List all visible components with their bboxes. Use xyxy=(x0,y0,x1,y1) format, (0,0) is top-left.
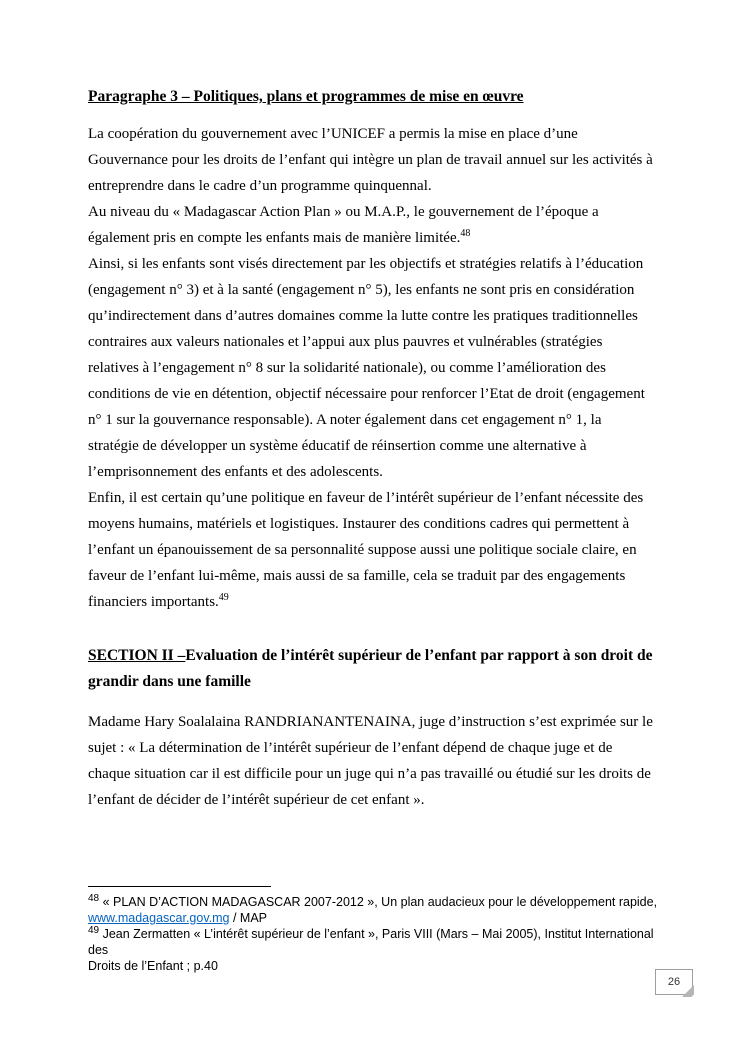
footnote-number: 49 xyxy=(88,924,100,936)
text-line: chaque situation car il est difficile pour un juge qui n’a pas travaillé ou étudié sur les droits de xyxy=(88,766,651,782)
text-line: stratégie de développer un système éducatif de réinsertion comme une alternative à xyxy=(88,438,587,454)
footnotes-area xyxy=(88,886,663,974)
text-line: n° 1 sur la gouvernance responsable). A noter également dans cet engagement n° 1, la xyxy=(88,412,602,428)
footnote-ref: 49 xyxy=(218,592,229,603)
text-line: Ainsi, si les enfants sont visés directement par les objectifs et stratégies relatifs à l’éducation xyxy=(88,256,644,272)
footnote-ref: 48 xyxy=(460,228,471,239)
text-line: La coopération du gouvernement avec l’UNICEF a permis la mise en place d’une xyxy=(88,126,578,142)
text-line: relatives à l’engagement n° 8 sur la solidarité nationale), ou comme l’amélioration des xyxy=(88,360,606,376)
section-2-heading xyxy=(88,643,660,695)
footnote: $^{49}$ Jean Zermatten « L’intérêt supérieur de l’enfant », Paris VIII (Mars – Mai 2005), Institut International des Droits de l’Enfant ; p.40 xyxy=(88,924,654,973)
page-number-badge xyxy=(655,969,693,995)
text-line: qu’indirectement dans d’autres domaines comme la lutte contre les pratiques traditionnelles xyxy=(88,308,638,324)
page-number: 26 xyxy=(667,976,681,988)
text-line: (engagement n° 3) et à la santé (engagement n° 5), les enfants ne sont pris en considération xyxy=(88,282,635,298)
text-line: conditions de vie en détention, objectif nécessaire pour renforcer l’Etat de droit (engagement xyxy=(88,386,645,402)
footnote-link[interactable]: www.madagascar.gov.mg xyxy=(88,911,230,925)
judge-quote-paragraph xyxy=(88,709,660,813)
text-line: moyens humains, matériels et logistiques. Instaurer des conditions cadres qui permettent à xyxy=(88,516,630,532)
paragraph-3-heading: Paragraphe 3 – Politiques, plans et programmes de mise en œuvre xyxy=(88,88,524,105)
folded-corner-icon xyxy=(682,985,694,997)
text-line: financiers importants.$^{49}$ xyxy=(88,592,229,610)
text-line: contraires aux valeurs nationales et l’appui aux plus pauvres et vulnérables (stratégies xyxy=(88,334,603,350)
section-2-heading-rest: Evaluation de l’intérêt supérieur de l’enfant par rapport à son droit de xyxy=(185,647,653,664)
text-line: également pris en compte les enfants mais de manière limitée.$^{48}$ xyxy=(88,228,471,246)
text-line: l’enfant de décider de l’intérêt supérieur de cet enfant ». xyxy=(88,792,425,808)
text-line: sujet : « La détermination de l’intérêt supérieur de l’enfant dépend de chaque juge et de xyxy=(88,740,613,756)
footnotes-list xyxy=(88,894,663,974)
footnote-number: 48 xyxy=(88,892,100,904)
text-line: l’enfant un épanouissement de sa personnalité suppose aussi une politique sociale claire, en xyxy=(88,542,637,558)
text-line: faveur de l’enfant lui-même, mais aussi de sa famille, cela se traduit par des engagements xyxy=(88,568,626,584)
text-line: Madame Hary Soalalaina RANDRIANANTENAINA, juge d’instruction s’est exprimée sur le xyxy=(88,714,653,730)
text-line: Enfin, il est certain qu’une politique en faveur de l’intérêt supérieur de l’enfant nécessite des xyxy=(88,490,644,506)
footnote: $^{48}$ « PLAN D’ACTION MADAGASCAR 2007-2012 », Un plan audacieux pour le développement rapide, www.madagascar.gov.mg / MAP xyxy=(88,892,658,925)
footnote-separator xyxy=(88,886,271,887)
section-2-heading-line2: grandir dans une famille xyxy=(88,673,251,690)
text-line: Au niveau du « Madagascar Action Plan » ou M.A.P., le gouvernement de l’époque a xyxy=(88,204,599,220)
text-line: l’emprisonnement des enfants et des adolescents. xyxy=(88,464,383,480)
text-line: Gouvernance pour les droits de l’enfant qui intègre un plan de travail annuel sur les activités à xyxy=(88,152,653,168)
text-line: entreprendre dans le cadre d’un programme quinquennal. xyxy=(88,178,432,194)
document-content xyxy=(88,84,660,813)
body-text xyxy=(88,121,660,615)
section-2-heading-underlined: SECTION II – xyxy=(88,647,186,664)
